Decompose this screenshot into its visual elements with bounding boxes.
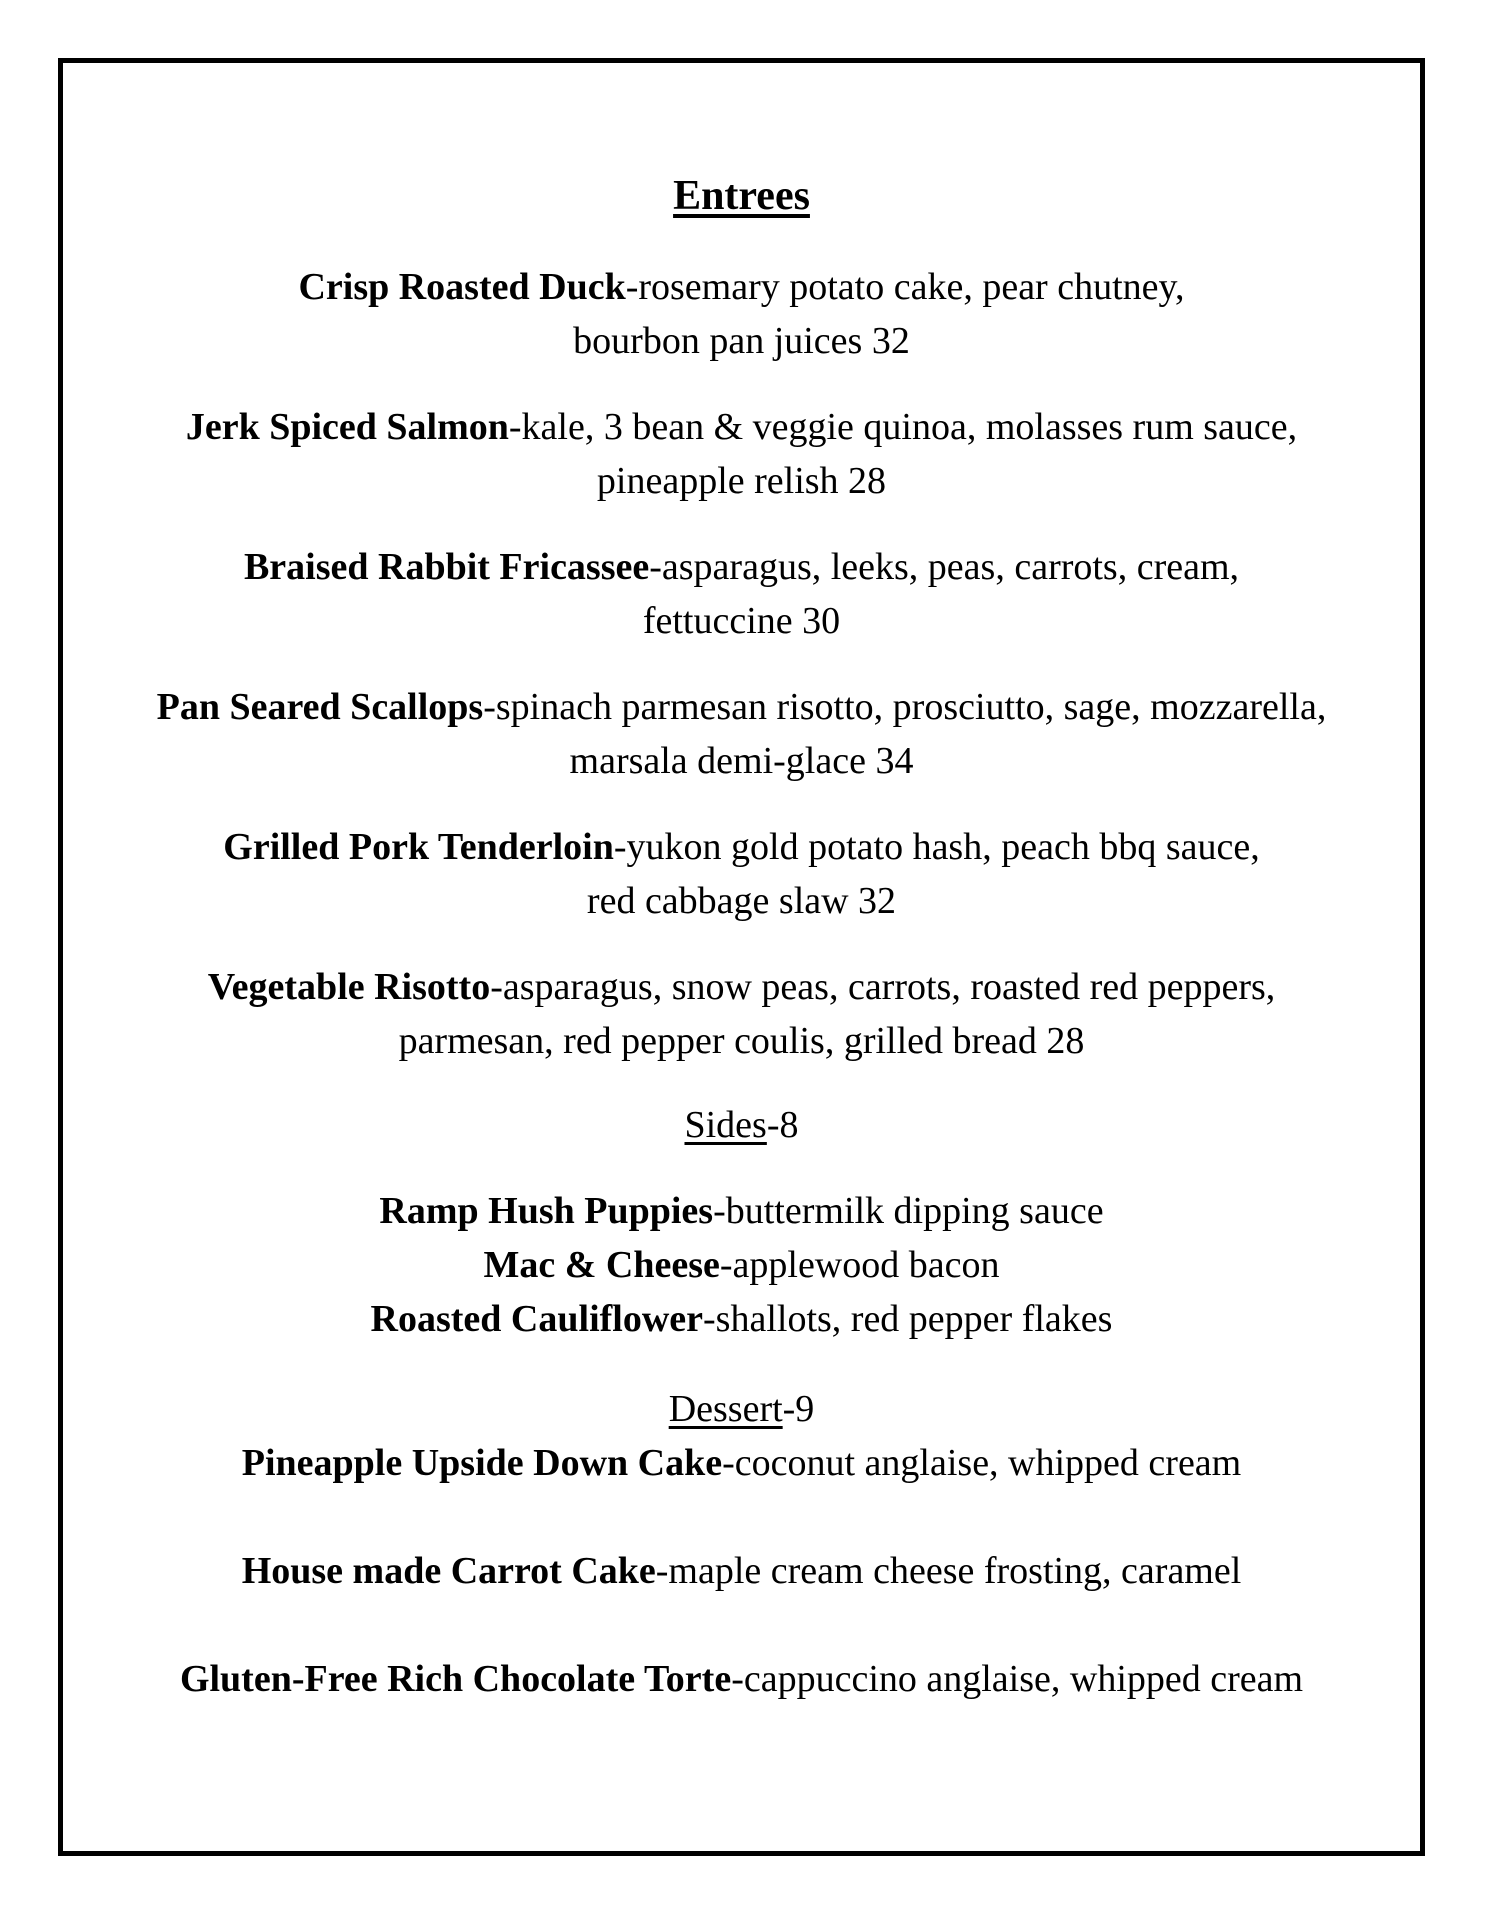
entree-desc-line1: -asparagus, snow peas, carrots, roasted red peppers, xyxy=(490,966,1276,1008)
entree-item xyxy=(63,820,1420,928)
entree-name: Grilled Pork Tenderloin xyxy=(223,826,614,868)
entree-item xyxy=(63,260,1420,368)
dessert-desc: -cappuccino anglaise, whipped cream xyxy=(731,1658,1304,1700)
entree-name: Vegetable Risotto xyxy=(207,966,491,1008)
dessert-heading xyxy=(63,1382,1420,1436)
dessert-desc: -coconut anglaise, whipped cream xyxy=(722,1442,1242,1484)
entree-item xyxy=(63,960,1420,1068)
entree-name: Pan Seared Scallops xyxy=(156,686,484,728)
side-name: Mac & Cheese xyxy=(483,1244,720,1286)
dessert-desc: -maple cream cheese frosting, caramel xyxy=(655,1550,1242,1592)
dessert-item xyxy=(63,1652,1420,1706)
dessert-item xyxy=(63,1544,1420,1598)
entree-desc-line2: bourbon pan juices 32 xyxy=(573,320,910,362)
entree-desc-line2: fettuccine 30 xyxy=(642,600,841,642)
entree-desc-line1: -yukon gold potato hash, peach bbq sauce, xyxy=(613,826,1260,868)
side-item xyxy=(63,1184,1420,1238)
sides-list xyxy=(63,1184,1420,1346)
entree-desc-line2: red cabbage slaw 32 xyxy=(586,880,897,922)
entree-name: Jerk Spiced Salmon xyxy=(185,406,509,448)
side-desc: -buttermilk dipping sauce xyxy=(713,1190,1104,1232)
side-name: Ramp Hush Puppies xyxy=(379,1190,714,1232)
dessert-name: House made Carrot Cake xyxy=(241,1550,656,1592)
entree-item xyxy=(63,540,1420,648)
side-item xyxy=(63,1292,1420,1346)
entree-name: Crisp Roasted Duck xyxy=(298,266,626,308)
entree-desc-line1: -spinach parmesan risotto, prosciutto, sage, mozzarella, xyxy=(483,686,1327,728)
dessert-name: Gluten-Free Rich Chocolate Torte xyxy=(179,1658,732,1700)
side-desc: -shallots, red pepper flakes xyxy=(703,1298,1113,1340)
entree-name: Braised Rabbit Fricassee xyxy=(243,546,650,588)
sides-price: -8 xyxy=(766,1104,799,1146)
sides-heading xyxy=(63,1098,1420,1152)
entree-desc-line2: marsala demi-glace 34 xyxy=(569,740,914,782)
dessert-heading-text: Dessert xyxy=(668,1388,783,1430)
dessert-list xyxy=(63,1436,1420,1706)
sides-heading-text: Sides xyxy=(684,1104,767,1146)
entrees-list xyxy=(63,260,1420,1068)
dessert-price: -9 xyxy=(782,1388,815,1430)
side-item xyxy=(63,1238,1420,1292)
entree-desc-line1: -kale, 3 bean & veggie quinoa, molasses rum sauce, xyxy=(508,406,1298,448)
entree-desc-line2: pineapple relish 28 xyxy=(596,460,887,502)
dessert-name: Pineapple Upside Down Cake xyxy=(241,1442,723,1484)
menu-page xyxy=(63,63,1420,1706)
entree-desc-line1: -asparagus, leeks, peas, carrots, cream, xyxy=(649,546,1240,588)
entree-item xyxy=(63,400,1420,508)
entree-item xyxy=(63,680,1420,788)
entree-desc-line2: parmesan, red pepper coulis, grilled bread 28 xyxy=(398,1020,1085,1062)
side-desc: -applewood bacon xyxy=(719,1244,1000,1286)
entrees-heading-text: Entrees xyxy=(673,173,810,219)
side-name: Roasted Cauliflower xyxy=(370,1298,704,1340)
entree-desc-line1: -rosemary potato cake, pear chutney, xyxy=(625,266,1185,308)
dessert-item xyxy=(63,1436,1420,1490)
entrees-heading xyxy=(63,169,1420,224)
